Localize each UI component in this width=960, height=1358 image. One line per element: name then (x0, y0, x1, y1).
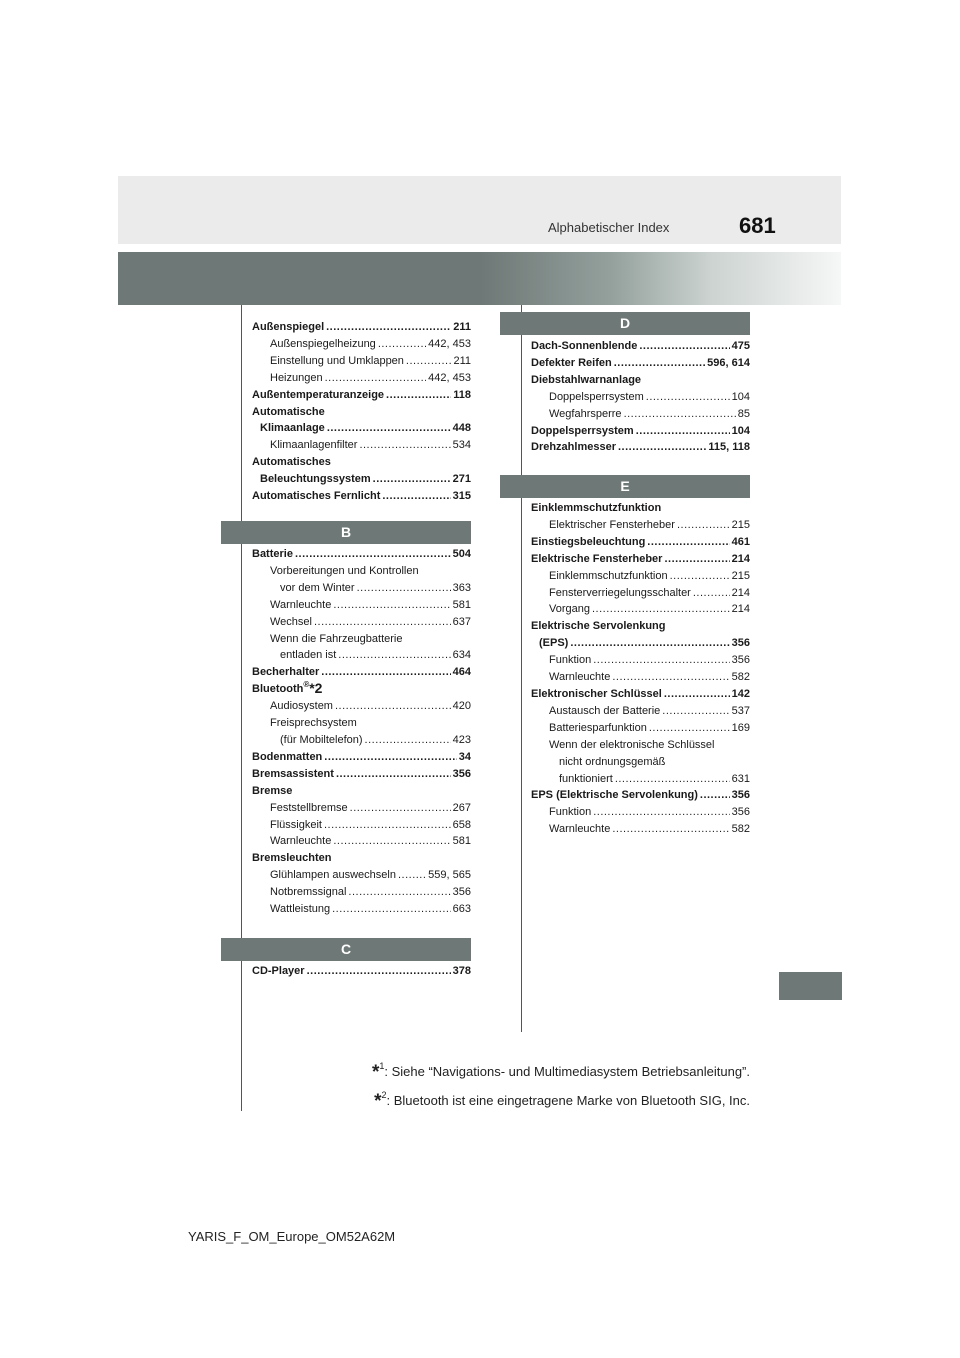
page-ref: 634 (452, 649, 471, 662)
index-term: Bluetooth (252, 683, 304, 696)
index-term: Glühlampen auswechseln (270, 869, 396, 882)
index-entry (531, 517, 750, 534)
index-entry (531, 669, 750, 686)
page-ref: 214 (731, 552, 750, 565)
index-entry (252, 614, 471, 631)
index-entry (531, 534, 750, 551)
page-number: 681 (739, 213, 776, 238)
index-term: Einklemmschutzfunktion (531, 502, 662, 514)
index-term: Flüssigkeit (270, 818, 322, 831)
dot-leader (614, 355, 705, 372)
index-term: Funktion (549, 806, 592, 819)
index-label (531, 500, 750, 517)
dot-leader (649, 720, 730, 737)
page-ref: 658 (452, 818, 471, 831)
index-term: Einstiegsbeleuchtung (531, 535, 646, 548)
page-ref: 461 (731, 535, 750, 548)
index-term: Freisprechsystem (270, 717, 357, 730)
page-ref: 115, 118 (708, 441, 750, 454)
page-ref: 442, 453 (428, 337, 471, 350)
page-ref: 211 (453, 321, 471, 333)
footnote-star: * (374, 1091, 382, 1112)
index-entry (252, 732, 471, 749)
index-entry (531, 406, 750, 423)
dot-leader (336, 766, 451, 783)
page-ref: 442, 453 (428, 371, 471, 384)
dot-leader (618, 439, 706, 456)
header-gradient-bar (118, 252, 841, 305)
index-term: Funktion (549, 654, 592, 667)
page-ref: 34 (458, 750, 471, 763)
index-label (252, 681, 471, 698)
document-code: YARIS_F_OM_Europe_OM52A62M (188, 1229, 396, 1244)
index-term: Wenn der elektronische Schlüssel (549, 738, 715, 751)
index-entry (252, 580, 471, 597)
index-term: Elektrische Fensterheber (531, 552, 663, 565)
index-entry (252, 901, 471, 918)
index-term: entladen ist (280, 649, 337, 662)
index-label (252, 850, 471, 867)
page-ref: 104 (731, 390, 750, 403)
index-entry (252, 884, 471, 901)
dot-leader (647, 534, 729, 551)
registered-mark: ® (303, 680, 310, 690)
dot-leader (332, 901, 451, 918)
page-ref: 581 (452, 835, 471, 848)
index-term: Defekter Reifen (531, 356, 612, 369)
index-term: Austausch der Batterie (549, 704, 661, 717)
index-term: (für Mobiltelefon) (280, 733, 363, 746)
index-entry (252, 817, 471, 834)
page-ref: 582 (731, 823, 750, 836)
page-ref: 85 (737, 407, 750, 420)
index-entry (531, 585, 750, 602)
index-term: Elektronischer Schlüssel (531, 687, 662, 700)
index-entry (252, 664, 471, 681)
page-ref: 356 (452, 886, 471, 899)
index-entry (252, 749, 471, 766)
index-entry (252, 488, 471, 505)
index-entry (531, 568, 750, 585)
index-entry (252, 319, 471, 336)
page-ref: 169 (731, 721, 750, 734)
index-entry (531, 601, 750, 618)
dot-leader (373, 471, 451, 488)
index-term: Warnleuchte (270, 835, 332, 848)
index-label (252, 783, 471, 800)
page-ref: 582 (731, 671, 750, 684)
page-ref: 142 (731, 687, 750, 700)
page-ref: 271 (452, 473, 471, 486)
footnote-2 (374, 1091, 750, 1113)
index-entry (531, 787, 750, 804)
page-ref: 631 (731, 772, 750, 785)
index-entry (531, 635, 750, 652)
dot-leader (612, 821, 729, 838)
dot-leader (636, 423, 730, 440)
index-entry (252, 833, 471, 850)
center-column-rule (521, 305, 522, 1032)
index-term: Bodenmatten (252, 750, 323, 763)
dot-leader (662, 703, 729, 720)
index-label (252, 715, 471, 732)
index-section-b (252, 546, 471, 918)
index-entry (252, 766, 471, 783)
dot-leader (333, 597, 450, 614)
footnote-ref: *2 (309, 680, 323, 697)
index-term: Elektrischer Fensterheber (549, 518, 675, 531)
dot-leader (359, 437, 450, 454)
index-label (531, 737, 750, 754)
index-term: (EPS) (539, 637, 569, 650)
index-term: Automatisches (252, 456, 331, 469)
index-term: Klimaanlagenfilter (270, 439, 358, 452)
page-ref: 211 (453, 354, 471, 367)
page-ref: 356 (731, 654, 750, 667)
index-section-c (252, 963, 471, 980)
footnote-star: * (371, 1062, 380, 1083)
index-entry (252, 963, 471, 980)
index-entry (531, 771, 750, 788)
index-entry (531, 439, 750, 456)
index-term: Drehzahlmesser (531, 441, 616, 454)
page-ref: 267 (452, 801, 471, 814)
page-ref: 504 (452, 548, 471, 560)
page-ref: 581 (452, 598, 471, 611)
index-entry (252, 353, 471, 370)
index-label (252, 631, 471, 648)
footnote-text: : Bluetooth ist eine eingetragene Marke von Bluetooth SIG, Inc. (386, 1093, 750, 1108)
left-column-rule (241, 305, 242, 1111)
dot-leader (333, 833, 450, 850)
index-term: Doppelsperrsystem (549, 390, 644, 403)
dot-leader (321, 664, 450, 681)
page-ref: 215 (731, 569, 750, 582)
index-term: Warnleuchte (549, 671, 611, 684)
index-label (531, 754, 750, 771)
dot-leader (348, 884, 450, 901)
dot-leader (639, 338, 729, 355)
index-term: Vorbereitungen und Kontrollen (270, 564, 419, 577)
dot-leader (615, 771, 730, 788)
index-label (531, 618, 750, 635)
index-term: Becherhalter (252, 666, 320, 679)
index-entry (252, 698, 471, 715)
index-term: Diebstahlwarnanlage (531, 373, 642, 386)
dot-leader (378, 336, 426, 353)
page-ref: 448 (452, 422, 471, 435)
index-entry (252, 867, 471, 884)
index-entry (252, 437, 471, 454)
index-label (252, 563, 471, 580)
dot-leader (324, 817, 451, 834)
index-term: Außenspiegel (252, 321, 325, 333)
page-ref: 214 (731, 586, 750, 599)
index-entry (531, 821, 750, 838)
index-term: Beleuchtungssystem (260, 473, 371, 486)
index-term: Vorgang (549, 603, 590, 616)
dot-leader (677, 517, 730, 534)
page-ref: 315 (452, 490, 471, 503)
dot-leader (693, 585, 730, 602)
footnote-1 (372, 1062, 750, 1084)
index-entry (531, 338, 750, 355)
index-term: Feststellbremse (270, 801, 348, 814)
index-entry (531, 703, 750, 720)
index-term: Bremsleuchten (252, 852, 332, 865)
index-term: Audiosystem (270, 700, 333, 713)
index-term: nicht ordnungsgemäß (559, 755, 666, 768)
page-ref: 363 (452, 581, 471, 594)
dot-leader (326, 319, 451, 336)
dot-leader (357, 580, 451, 597)
dot-leader (324, 749, 456, 766)
dot-leader (592, 601, 730, 618)
page-ref: 537 (731, 704, 750, 717)
index-entry (531, 652, 750, 669)
page-ref: 215 (731, 518, 750, 531)
section-letter-b: B (221, 521, 471, 544)
page-ref: 118 (453, 388, 471, 401)
index-entry (252, 387, 471, 404)
index-entry (252, 647, 471, 664)
page-ref: 104 (731, 424, 750, 437)
chapter-side-tab (779, 972, 842, 1000)
dot-leader (398, 867, 426, 884)
index-entry (531, 389, 750, 406)
dot-leader (664, 686, 730, 703)
dot-leader (593, 652, 729, 669)
dot-leader (338, 647, 450, 664)
index-term: Batteriesparfunktion (549, 721, 647, 734)
index-entry (252, 597, 471, 614)
index-term: Dach-Sonnenblende (531, 340, 638, 352)
index-term: Doppelsperrsystem (531, 424, 634, 437)
index-term: Bremsassistent (252, 767, 334, 780)
index-term: EPS (Elektrische Servolenkung) (531, 789, 698, 802)
page-ref: 475 (731, 340, 750, 352)
section-title: Alphabetischer Index (548, 220, 670, 235)
section-letter-e: E (500, 475, 750, 498)
index-entry (531, 551, 750, 568)
page-ref: 420 (452, 700, 471, 713)
page-ref: 423 (452, 733, 471, 746)
page-ref: 464 (452, 666, 471, 679)
index-term: CD-Player (252, 965, 305, 977)
dot-leader (314, 614, 451, 631)
page-ref: 534 (452, 439, 471, 452)
dot-leader (570, 635, 729, 652)
index-term: Bremse (252, 784, 293, 797)
index-label (252, 404, 471, 421)
dot-leader (624, 406, 736, 423)
dot-leader (307, 963, 451, 980)
dot-leader (406, 353, 452, 370)
dot-leader (612, 669, 729, 686)
dot-leader (664, 551, 729, 568)
page-ref: 637 (452, 615, 471, 628)
index-term: Batterie (252, 548, 293, 560)
index-term: Wegfahrsperre (549, 407, 622, 420)
index-term: Einstellung und Umklappen (270, 354, 404, 367)
index-term: Außenspiegelheizung (270, 337, 376, 350)
index-label (531, 372, 750, 389)
page-ref: 596, 614 (707, 356, 750, 369)
index-term: Außentemperaturanzeige (252, 388, 385, 401)
index-entry (252, 546, 471, 563)
dot-leader (327, 420, 451, 437)
index-term: Notbremssignal (270, 886, 347, 899)
index-entry (531, 720, 750, 737)
dot-leader (350, 800, 451, 817)
footnote-text: : Siehe “Navigations- und Multimediasystem Betriebsanleitung”. (384, 1064, 750, 1079)
page-ref: 356 (452, 767, 471, 780)
index-entry (531, 686, 750, 703)
page-ref: 356 (731, 637, 750, 650)
dot-leader (386, 387, 451, 404)
footnote-number: 2 (381, 1090, 387, 1100)
index-term: funktioniert (559, 772, 613, 785)
page-ref: 378 (452, 965, 471, 977)
header-band (118, 176, 841, 244)
index-entry (252, 336, 471, 353)
dot-leader (365, 732, 451, 749)
section-letter-d: D (500, 312, 750, 335)
index-entry (252, 420, 471, 437)
page-ref: 559, 565 (428, 869, 471, 882)
dot-leader (335, 698, 451, 715)
index-term: Automatisches Fernlicht (252, 490, 381, 503)
dot-leader (325, 370, 427, 387)
index-term: Elektrische Servolenkung (531, 620, 666, 633)
index-term: Fensterverriegelungsschalter (549, 586, 691, 599)
index-term: Wechsel (270, 615, 312, 628)
index-entry (531, 355, 750, 372)
index-term: vor dem Winter (280, 581, 355, 594)
index-section-a (252, 319, 471, 505)
section-letter-c: C (221, 938, 471, 961)
index-term: Wattleistung (270, 903, 331, 916)
dot-leader (700, 787, 730, 804)
index-section-d (531, 338, 750, 456)
index-entry (531, 804, 750, 821)
dot-leader (670, 568, 730, 585)
index-entry (252, 370, 471, 387)
page-ref: 356 (731, 806, 750, 819)
index-section-e (531, 500, 750, 838)
dot-leader (593, 804, 729, 821)
page-ref: 663 (452, 903, 471, 916)
dot-leader (382, 488, 450, 505)
index-term: Automatische (252, 405, 325, 418)
index-entry (531, 423, 750, 440)
index-term: Einklemmschutzfunktion (549, 569, 668, 582)
index-term: Wenn die Fahrzeugbatterie (270, 632, 403, 645)
dot-leader (295, 546, 451, 563)
page-ref: 356 (731, 789, 750, 802)
dot-leader (646, 389, 730, 406)
index-entry (252, 800, 471, 817)
footnote-number: 1 (379, 1061, 385, 1071)
index-term: Klimaanlage (260, 422, 325, 435)
index-term: Heizungen (270, 371, 323, 384)
index-term: Warnleuchte (270, 598, 332, 611)
index-label (252, 454, 471, 471)
page-ref: 214 (731, 603, 750, 616)
index-entry (252, 471, 471, 488)
index-term: Warnleuchte (549, 823, 611, 836)
